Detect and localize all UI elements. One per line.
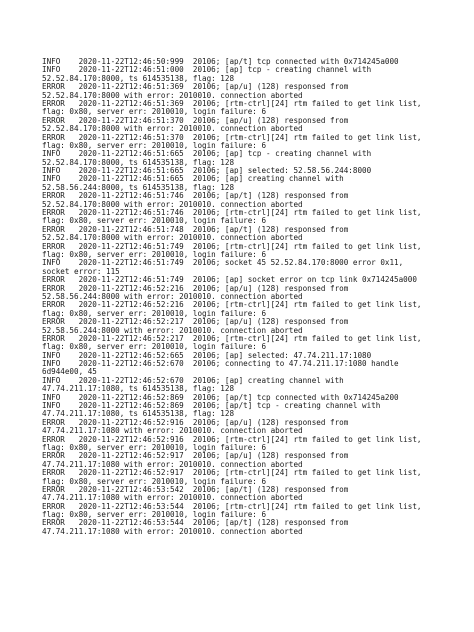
log-line: flag: 0x80, server err: 2010010, login failure: 6 <box>42 141 267 150</box>
log-line: flag: 0x80, server err: 2010010, login failure: 6 <box>42 343 267 352</box>
log-line: ERROR 2020-11-22T12:46:52:216 20106; [rtm-ctrl][24] rtm failed to get link list, <box>42 301 422 310</box>
log-line: flag: 0x80, server err: 2010010, login failure: 6 <box>42 217 267 226</box>
log-line: ERROR 2020-11-22T12:46:51:370 20106; [rtm-ctrl][24] rtm failed to get link list, <box>42 133 422 142</box>
log-line: flag: 0x80, server err: 2010010, login failure: 6 <box>42 511 267 520</box>
log-line: INFO 2020-11-22T12:46:51:749 20106; socket 45 52.52.84.170:8000 error 0x11, <box>42 259 404 268</box>
log-text-view <box>42 58 470 536</box>
log-line: ERROR 2020-11-22T12:46:51:746 20106; [rtm-ctrl][24] rtm failed to get link list, <box>42 209 422 218</box>
log-line: INFO 2020-11-22T12:46:52:665 20106; [ap] selected: 47.74.211.17:1080 <box>42 351 372 360</box>
log-line: 52.58.56.244:8000 with error: 2010010. connection aborted <box>42 326 303 335</box>
log-line: 52.58.56.244:8000, ts 614535138, flag: 128 <box>42 183 235 192</box>
log-line: flag: 0x80, server err: 2010010, login failure: 6 <box>42 477 267 486</box>
log-line: ERROR 2020-11-22T12:46:53:542 20106; [ap/t] (128) responsed from <box>42 485 349 494</box>
log-line: ERROR 2020-11-22T12:46:52:916 20106; [rtm-ctrl][24] rtm failed to get link list, <box>42 435 422 444</box>
log-line: 52.52.84.170:8000 with error: 2010010. connection aborted <box>42 234 303 243</box>
log-line: ERROR 2020-11-22T12:46:52:216 20106; [ap/u] (128) responsed from <box>42 284 349 293</box>
log-line: INFO 2020-11-22T12:46:52:869 20106; [ap/t] tcp - creating channel with <box>42 402 381 411</box>
log-line: 52.52.84.170:8000, ts 614535138, flag: 128 <box>42 74 235 83</box>
log-line: 52.52.84.170:8000 with error: 2010010. connection aborted <box>42 125 303 134</box>
log-line: 6d944e00, 45 <box>42 368 97 377</box>
log-line: 52.52.84.170:8000 with error: 2010010. connection aborted <box>42 91 303 100</box>
log-line: ERROR 2020-11-22T12:46:51:370 20106; [ap/u] (128) responsed from <box>42 116 349 125</box>
log-line: 47.74.211.17:1080 with error: 2010010. connection aborted <box>42 494 303 503</box>
log-line: INFO 2020-11-22T12:46:50:999 20106; [ap/t] tcp connected with 0x714245a000 <box>42 58 399 66</box>
log-line: ERROR 2020-11-22T12:46:52:917 20106; [ap/u] (128) responsed from <box>42 452 349 461</box>
log-line: INFO 2020-11-22T12:46:51:665 20106; [ap] tcp - creating channel with <box>42 150 372 159</box>
log-line: 52.58.56.244:8000 with error: 2010010. connection aborted <box>42 292 303 301</box>
log-line: ERROR 2020-11-22T12:46:52:217 20106; [rtm-ctrl][24] rtm failed to get link list, <box>42 334 422 343</box>
log-line: flag: 0x80, server err: 2010010, login failure: 6 <box>42 250 267 259</box>
log-line: flag: 0x80, server err: 2010010, login failure: 6 <box>42 108 267 117</box>
log-line: 47.74.211.17:1080 with error: 2010010. connection aborted <box>42 460 303 469</box>
log-line: INFO 2020-11-22T12:46:51:000 20106; [ap] tcp - creating channel with <box>42 66 372 75</box>
log-line: flag: 0x80, server err: 2010010, login failure: 6 <box>42 443 267 452</box>
log-line: INFO 2020-11-22T12:46:52:869 20106; [ap/t] tcp connected with 0x714245a200 <box>42 393 399 402</box>
log-line: INFO 2020-11-22T12:46:52:670 20106; [ap] creating channel with <box>42 376 344 385</box>
log-line: 47.74.211.17:1080, ts 614535138, flag: 128 <box>42 410 235 419</box>
log-line: 52.52.84.170:8000 with error: 2010010. connection aborted <box>42 200 303 209</box>
log-line: 52.52.84.170:8000, ts 614535138, flag: 128 <box>42 158 235 167</box>
log-line: INFO 2020-11-22T12:46:51:665 20106; [ap] selected: 52.58.56.244:8000 <box>42 167 372 176</box>
log-line: ERROR 2020-11-22T12:46:52:916 20106; [ap/u] (128) responsed from <box>42 418 349 427</box>
log-line: ERROR 2020-11-22T12:46:51:749 20106; [ap] socket error on tcp link 0x714245a000 <box>42 276 417 285</box>
log-line: ERROR 2020-11-22T12:46:52:917 20106; [rtm-ctrl][24] rtm failed to get link list, <box>42 469 422 478</box>
log-line: INFO 2020-11-22T12:46:51:665 20106; [ap] creating channel with <box>42 175 344 184</box>
log-line: INFO 2020-11-22T12:46:52:670 20106; connecting to 47.74.211.17:1080 handle <box>42 360 399 369</box>
log-line: ERROR 2020-11-22T12:46:53:544 20106; [ap/t] (128) responsed from <box>42 519 349 528</box>
log-line: 47.74.211.17:1080, ts 614535138, flag: 128 <box>42 385 235 394</box>
log-line: ERROR 2020-11-22T12:46:51:369 20106; [ap/u] (128) responsed from <box>42 83 349 92</box>
log-line: ERROR 2020-11-22T12:46:51:748 20106; [ap/t] (128) responsed from <box>42 225 349 234</box>
log-line: flag: 0x80, server err: 2010010, login failure: 6 <box>42 309 267 318</box>
log-line: ERROR 2020-11-22T12:46:51:746 20106; [ap/t] (128) responsed from <box>42 192 349 201</box>
log-line: ERROR 2020-11-22T12:46:52:217 20106; [ap/u] (128) responsed from <box>42 318 349 327</box>
log-line: 47.74.211.17:1080 with error: 2010010. connection aborted <box>42 527 303 536</box>
log-line: ERROR 2020-11-22T12:46:51:369 20106; [rtm-ctrl][24] rtm failed to get link list, <box>42 99 422 108</box>
log-line: 47.74.211.17:1080 with error: 2010010. connection aborted <box>42 427 303 436</box>
log-line: socket error: 115 <box>42 267 120 276</box>
log-line: ERROR 2020-11-22T12:46:51:749 20106; [rtm-ctrl][24] rtm failed to get link list, <box>42 242 422 251</box>
log-line: ERROR 2020-11-22T12:46:53:544 20106; [rtm-ctrl][24] rtm failed to get link list, <box>42 502 422 511</box>
